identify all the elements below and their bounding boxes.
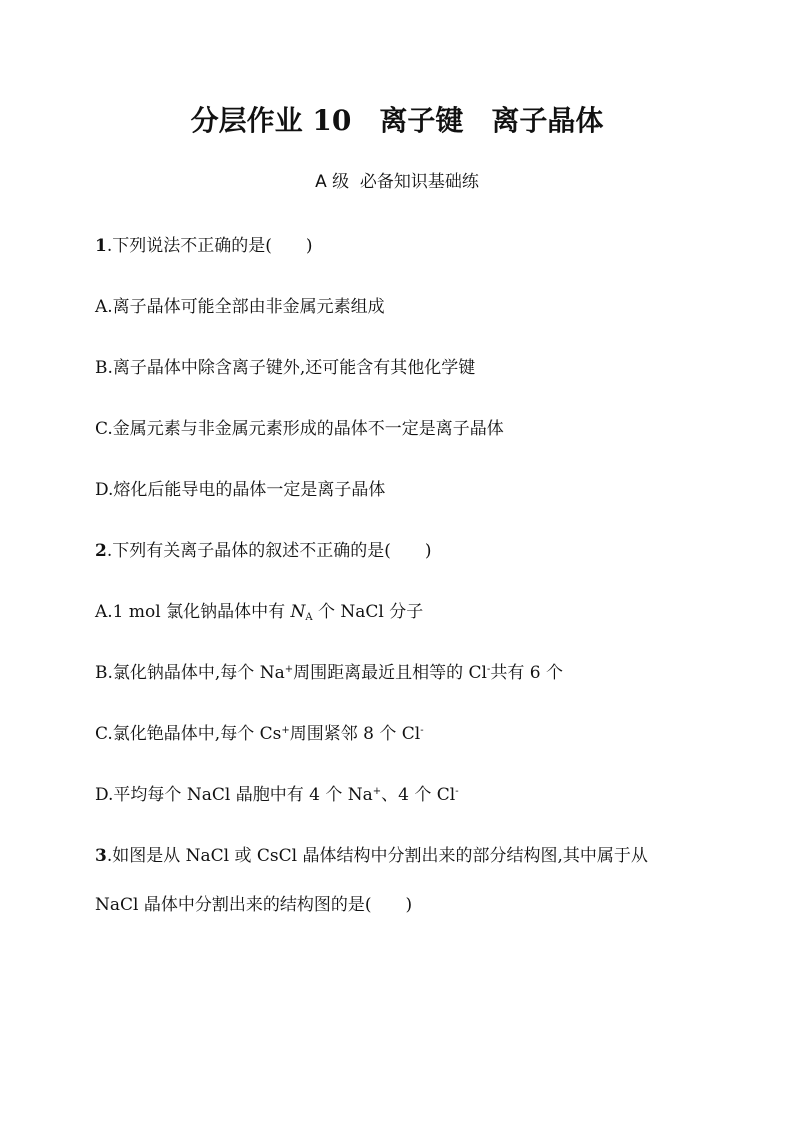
question-2-option-c <box>95 722 424 746</box>
chloride-charge: - <box>486 664 491 675</box>
question-3-text: .如图是从 NaCl 或 CsCl 晶体结构中分割出来的部分结构图,其中属于从 <box>106 846 648 866</box>
avogadro-symbol: N <box>290 602 306 622</box>
question-3-number: 3 <box>95 846 107 866</box>
question-3-stem <box>95 844 648 868</box>
question-2-text: .下列有关离子晶体的叙述不正确的是( ) <box>106 541 432 561</box>
option-d-text-mid: 、4 个 Cl <box>381 785 456 805</box>
option-a-text: A.1 mol 氯化钠晶体中有 <box>95 602 291 622</box>
page-title: 分层作业 10 离子键 离子晶体 <box>190 104 604 137</box>
cesium-charge: + <box>281 725 290 736</box>
question-1-option-b: B.离子晶体中除含离子键外,还可能含有其他化学键 <box>95 358 476 378</box>
question-2-option-a <box>95 600 423 624</box>
sodium-charge: + <box>284 664 294 675</box>
question-3-stem-continued: NaCl 晶体中分割出来的结构图的是( ) <box>95 895 413 915</box>
sodium-charge: + <box>372 786 382 797</box>
option-c-text: C.氯化铯晶体中,每个 Cs <box>95 724 282 744</box>
chloride-charge: - <box>420 725 424 736</box>
question-1-option-d: D.熔化后能导电的晶体一定是离子晶体 <box>95 480 386 500</box>
chloride-charge: - <box>455 786 459 797</box>
option-b-text-end: 共有 6 个 <box>490 663 563 683</box>
avogadro-subscript: A <box>305 612 313 623</box>
question-2-number: 2 <box>95 541 107 561</box>
question-1-text: .下列说法不正确的是( ) <box>106 236 313 256</box>
question-1-option-a: A.离子晶体可能全部由非金属元素组成 <box>95 297 385 317</box>
option-a-text-end: 个 NaCl 分子 <box>312 602 424 622</box>
question-1-option-c: C.金属元素与非金属元素形成的晶体不一定是离子晶体 <box>95 419 504 439</box>
question-1-number: 1 <box>95 236 107 256</box>
option-b-text-mid: 周围距离最近且相等的 Cl <box>293 663 487 683</box>
option-b-text: B.氯化钠晶体中,每个 Na <box>95 663 285 683</box>
option-d-text: D.平均每个 NaCl 晶胞中有 4 个 Na <box>95 785 373 805</box>
option-c-text-mid: 周围紧邻 8 个 Cl <box>289 724 421 744</box>
section-heading: A 级 必备知识基础练 <box>315 172 479 192</box>
question-2-option-b <box>95 661 563 685</box>
question-2-option-d <box>95 783 459 807</box>
question-1-stem <box>95 234 313 258</box>
question-2-stem <box>95 539 432 563</box>
